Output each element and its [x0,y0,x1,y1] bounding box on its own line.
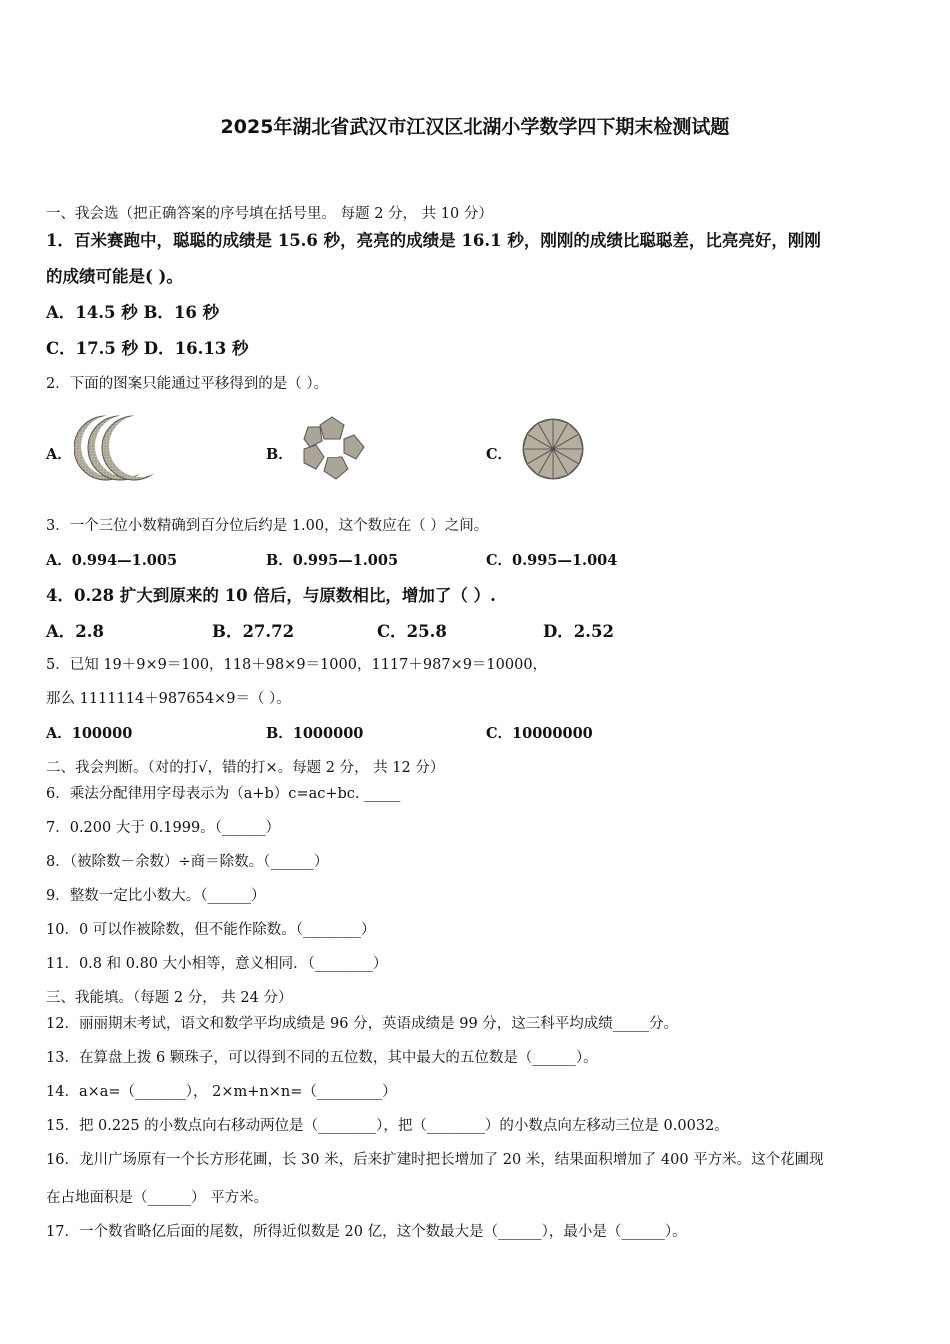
question-12: 12．丽丽期末考试，语文和数学平均成绩是 96 分，英语成绩是 99 分，这三科平均成绩_____分。 [46,1016,679,1032]
question-6: 6．乘法分配律用字母表示为（a+b）c=ac+bc. _____ [46,786,401,802]
question-10: 10．0 可以作被除数，但不能作除数。（________） [46,922,376,938]
question-17: 17．一个数省略亿后面的尾数，所得近似数是 20 亿，这个数最大是（______），最小是（______）。 [46,1224,687,1240]
question-4-option-c: C．25.8 [377,622,447,641]
question-2-text: 2．下面的图案只能通过平移得到的是（ ）。 [46,376,329,392]
question-14: 14．a×a=（_______）， 2×m+n×n=（_________） [46,1084,397,1100]
question-16-line-2: 在占地面积是（______） 平方米。 [46,1190,269,1206]
question-1-line-2: 的成绩可能是( )。 [46,267,183,286]
question-3-option-b: B．0.995—1.005 [266,552,399,569]
question-13: 13．在算盘上拨 6 颗珠子，可以得到不同的五位数，其中最大的五位数是（______）。 [46,1050,598,1066]
section-heading-2: 二、我会判断。（对的打√，错的打×。每题 2 分， 共 12 分） [46,760,445,776]
question-2-option-c: C． [486,446,513,463]
page-title: 2025年湖北省武汉市江汉区北湖小学数学四下期末检测试题 [220,116,730,138]
question-2-option-b: B． [266,446,293,463]
question-3-option-a: A．0.994—1.005 [46,552,178,569]
question-16-line-1: 16．龙川广场原有一个长方形花圃，长 30 米，后来扩建时把长增加了 20 米，结果面积增加了 400 平方米。这个花圃现 [46,1152,824,1168]
question-5-line-2: 那么 1111114＋987654×9＝（ ）。 [46,691,291,707]
question-15: 15．把 0.225 的小数点向右移动两位是（________），把（________）的小数点向左移动三位是 0.0032。 [46,1118,729,1134]
question-5-option-a: A．100000 [46,725,133,742]
question-5-option-b: B．1000000 [266,725,364,742]
pinwheel-icon [516,413,590,485]
question-7: 7．0.200 大于 0.1999。（______） [46,820,280,836]
question-5-option-c: C．10000000 [486,725,593,742]
section-heading-3: 三、我能填。（每题 2 分， 共 24 分） [46,990,293,1006]
question-9: 9．整数一定比小数大。（______） [46,888,266,904]
question-4-option-a: A．2.8 [46,622,105,641]
question-1-options-row-1: A．14.5 秒 B．16 秒 [46,303,220,322]
question-4-option-d: D．2.52 [543,622,614,641]
crescent-moons-icon [74,412,158,484]
question-8: 8．（被除数－余数）÷商＝除数。（______） [46,854,329,870]
question-3-text: 3．一个三位小数精确到百分位后约是 1.00，这个数应在（ ）之间。 [46,518,489,534]
question-4-option-b: B．27.72 [212,622,295,641]
question-11: 11．0.8 和 0.80 大小相等，意义相同．（________） [46,956,388,972]
section-heading-1: 一、我会选（把正确答案的序号填在括号里。 每题 2 分， 共 10 分） [46,206,493,222]
question-2-option-a: A． [46,446,72,463]
question-5-line-1: 5．已知 19＋9×9＝100，118＋98×9＝1000，1117＋987×9＝10000， [46,657,548,673]
pentagon-ring-icon [296,413,368,483]
question-3-option-c: C．0.995—1.004 [486,552,618,569]
question-1-line-1: 1．百米赛跑中，聪聪的成绩是 15.6 秒，亮亮的成绩是 16.1 秒，刚刚的成绩比聪聪差，比亮亮好，刚刚 [46,231,821,250]
question-1-options-row-2: C．17.5 秒 D．16.13 秒 [46,339,249,358]
question-4-text: 4．0.28 扩大到原来的 10 倍后，与原数相比，增加了（ ）. [46,586,496,605]
